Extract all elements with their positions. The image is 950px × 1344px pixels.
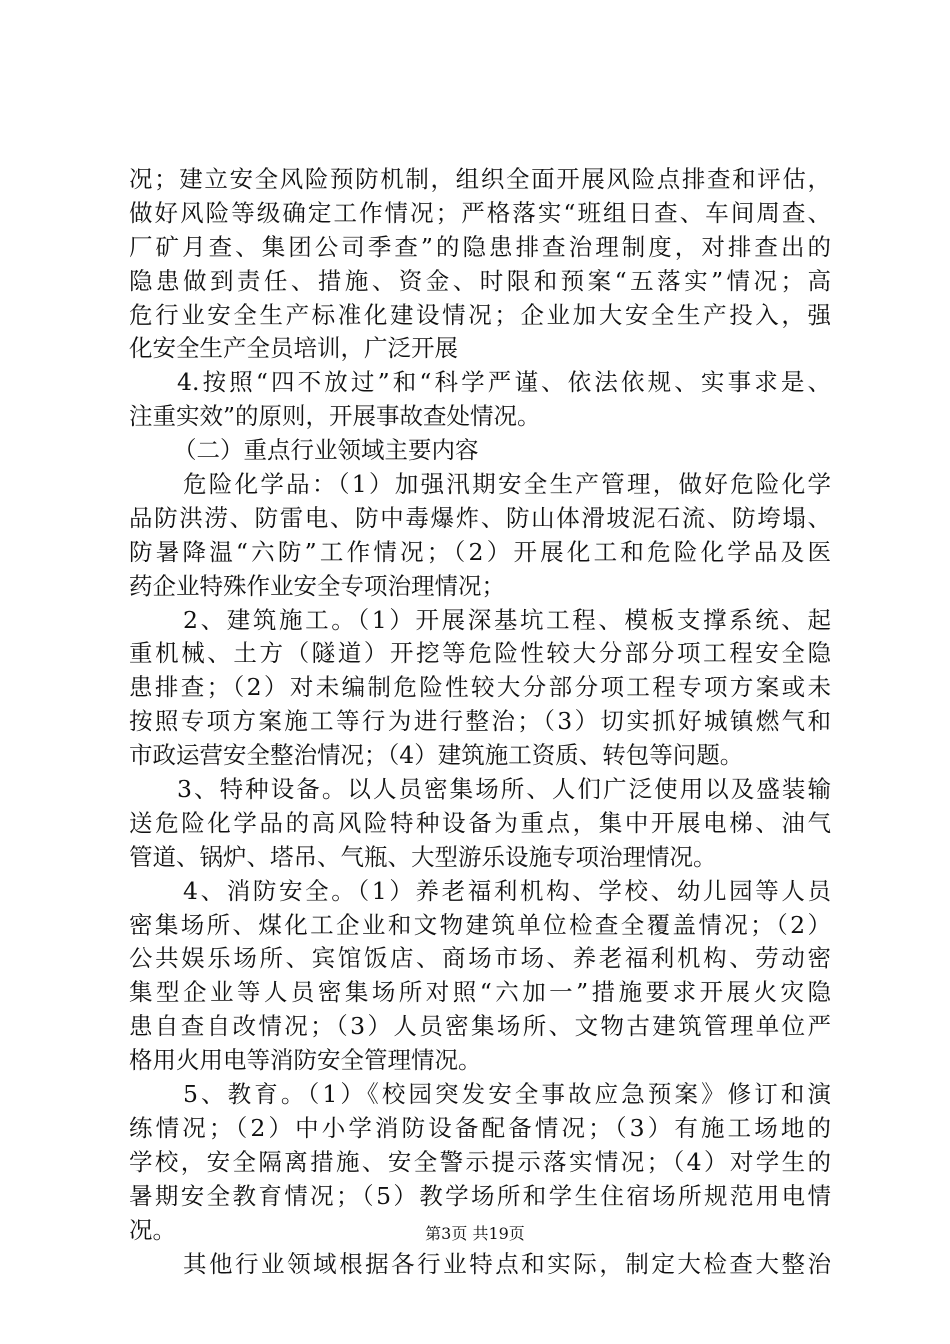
text-line: 集型企业等人员密集场所对照“六加一”措施要求开展火灾隐 <box>129 978 831 1007</box>
text-line: 况。 <box>129 1215 176 1244</box>
text-line: 患排查；（2）对未编制危险性较大分部分项工程专项方案或未 <box>129 673 831 702</box>
text-line: 4、消防安全。（1）养老福利机构、学校、幼儿园等人员 <box>183 876 831 905</box>
text-line: 药企业特殊作业安全专项治理情况； <box>129 571 505 600</box>
text-line: 重机械、土方（隧道）开挖等危险性较大分部分项工程安全隐 <box>129 639 831 668</box>
text-line: 送危险化学品的高风险特种设备为重点，集中开展电梯、油气 <box>129 808 831 837</box>
text-line: 5、教育。（1）《校园突发安全事故应急预案》修订和演 <box>183 1080 831 1109</box>
text-line: 厂矿月查、集团公司季查”的隐患排查治理制度，对排查出的 <box>129 232 831 261</box>
text-line: 按照专项方案施工等行为进行整治；（3）切实抓好城镇燃气和 <box>129 707 831 736</box>
text-line: 品防洪涝、防雷电、防中毒爆炸、防山体滑坡泥石流、防垮塌、 <box>129 503 831 532</box>
text-line: 其他行业领域根据各行业特点和实际，制定大检查大整治 <box>183 1249 831 1278</box>
text-line: 市政运营安全整治情况；（4）建筑施工资质、转包等问题。 <box>129 741 744 770</box>
text-line: 防暑降温“六防”工作情况；（2）开展化工和危险化学品及医 <box>129 537 831 566</box>
text-line: 密集场所、煤化工企业和文物建筑单位检查全覆盖情况；（2） <box>129 910 831 939</box>
text-line: 3、特种设备。以人员密集场所、人们广泛使用以及盛装输 <box>177 775 831 804</box>
section-heading: （二）重点行业领域主要内容 <box>173 436 479 465</box>
text-line: 危行业安全生产标准化建设情况；企业加大安全生产投入，强 <box>129 300 831 329</box>
text-line: 化安全生产全员培训，广泛开展 <box>129 334 458 363</box>
text-line: 做好风险等级确定工作情况；严格落实“班组日查、车间周查、 <box>129 198 831 227</box>
document-body <box>129 163 831 1281</box>
text-line: 管道、锅炉、塔吊、气瓶、大型游乐设施专项治理情况。 <box>129 842 717 871</box>
text-line: 患自查自改情况；（3）人员密集场所、文物古建筑管理单位严 <box>129 1012 831 1041</box>
text-line: 学校，安全隔离措施、安全警示提示落实情况；（4）对学生的 <box>129 1147 831 1176</box>
text-line: 2、建筑施工。（1）开展深基坑工程、模板支撑系统、起 <box>183 605 831 634</box>
text-line: 况；建立安全风险预防机制，组织全面开展风险点排查和评估， <box>129 165 831 193</box>
text-line: 危险化学品：（1）加强汛期安全生产管理，做好危险化学 <box>183 470 831 499</box>
text-line: 4.按照“四不放过”和“科学严谨、依法依规、实事求是、 <box>177 368 831 397</box>
text-line: 隐患做到责任、措施、资金、时限和预案“五落实”情况；高 <box>129 266 831 295</box>
page-number: 第3页 共19页 <box>425 1224 525 1243</box>
text-line: 公共娱乐场所、宾馆饭店、商场市场、养老福利机构、劳动密 <box>129 944 831 973</box>
text-line: 格用火用电等消防安全管理情况。 <box>129 1046 482 1075</box>
text-line: 练情况；（2）中小学消防设备配备情况；（3）有施工场地的 <box>129 1113 831 1142</box>
text-line: 注重实效”的原则，开展事故查处情况。 <box>129 402 541 431</box>
text-line: 暑期安全教育情况；（5）教学场所和学生住宿场所规范用电情 <box>129 1181 831 1210</box>
